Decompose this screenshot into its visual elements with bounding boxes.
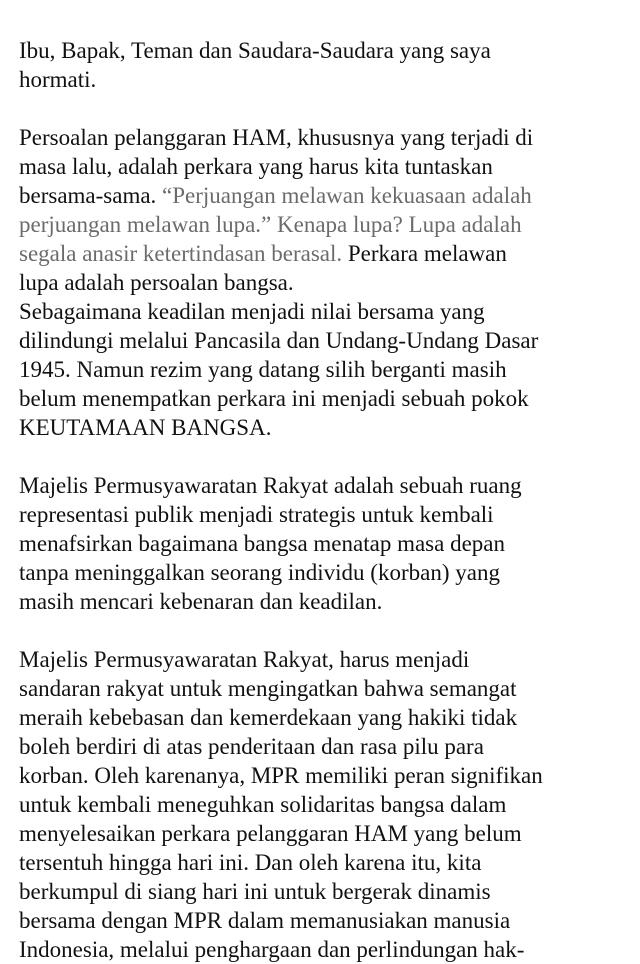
text-line: menafsirkan bagaimana bangsa menatap masa depan [19,531,505,556]
text-line: masa lalu, adalah perkara yang harus kita tuntaskan [19,154,493,179]
text-line: Majelis Permusyawaratan Rakyat, harus menjadi [19,647,470,672]
paragraph-gap [19,616,629,645]
text-line: belum menempatkan perkara ini menjadi sebuah pokok [19,386,529,411]
text-line: hormati. [19,67,97,92]
paragraph-2 [19,297,629,442]
text-line: korban. Oleh karenanya, MPR memiliki peran signifikan [19,763,543,788]
plain-text: bersama-sama. [19,183,163,208]
text-line: dilindungi melalui Pancasila dan Undang-Undang Dasar [19,328,539,353]
paragraph-1 [19,123,629,297]
text-line: tersentuh hingga hari ini. Dan oleh karena itu, kita [19,850,482,875]
paragraph-3 [19,471,629,616]
text-line: Sebagaimana keadilan menjadi nilai bersama yang [19,299,485,324]
greeting-paragraph [19,36,629,94]
text-line: tanpa meninggalkan seorang individu (korban) yang [19,560,500,585]
plain-text: Perkara melawan [342,241,507,266]
paragraph-gap [19,94,629,123]
text-line: menyelesaikan perkara pelanggaran HAM yang belum [19,821,522,846]
text-line: bersama dengan MPR dalam memanusiakan manusia [19,908,511,933]
text-line: Majelis Permusyawaratan Rakyat adalah sebuah ruang [19,473,522,498]
text-line: 1945. Namun rezim yang datang silih berganti masih [19,357,507,382]
text-line [19,181,629,210]
text-line: Indonesia, melalui penghargaan dan perlindungan hak- [19,937,525,962]
document-body [19,36,629,964]
text-line: KEUTAMAAN BANGSA. [19,415,272,440]
paragraph-gap [19,442,629,471]
text-line: lupa adalah persoalan bangsa. [19,270,294,295]
text-line: meraih kebebasan dan kemerdekaan yang hakiki tidak [19,705,518,730]
text-line: representasi publik menjadi strategis untuk kembali [19,502,494,527]
quote-text: “Perjuangan melawan kekuasaan adalah [162,183,532,208]
text-line: Ibu, Bapak, Teman dan Saudara-Saudara yang saya [19,38,491,63]
text-line: boleh berdiri di atas penderitaan dan rasa pilu para [19,734,484,759]
text-line: sandaran rakyat untuk mengingatkan bahwa semangat [19,676,517,701]
quote-text: perjuangan melawan lupa.” Kenapa lupa? Lupa adalah [19,212,522,237]
text-line: Persoalan pelanggaran HAM, khususnya yang terjadi di [19,125,534,150]
text-line: untuk kembali meneguhkan solidaritas bangsa dalam [19,792,507,817]
text-line: berkumpul di siang hari ini untuk bergerak dinamis [19,879,491,904]
quote-text: segala anasir ketertindasan berasal. [19,241,343,266]
paragraph-4 [19,645,629,964]
text-line: masih mencari kebenaran dan keadilan. [19,589,383,614]
text-line [19,239,629,268]
